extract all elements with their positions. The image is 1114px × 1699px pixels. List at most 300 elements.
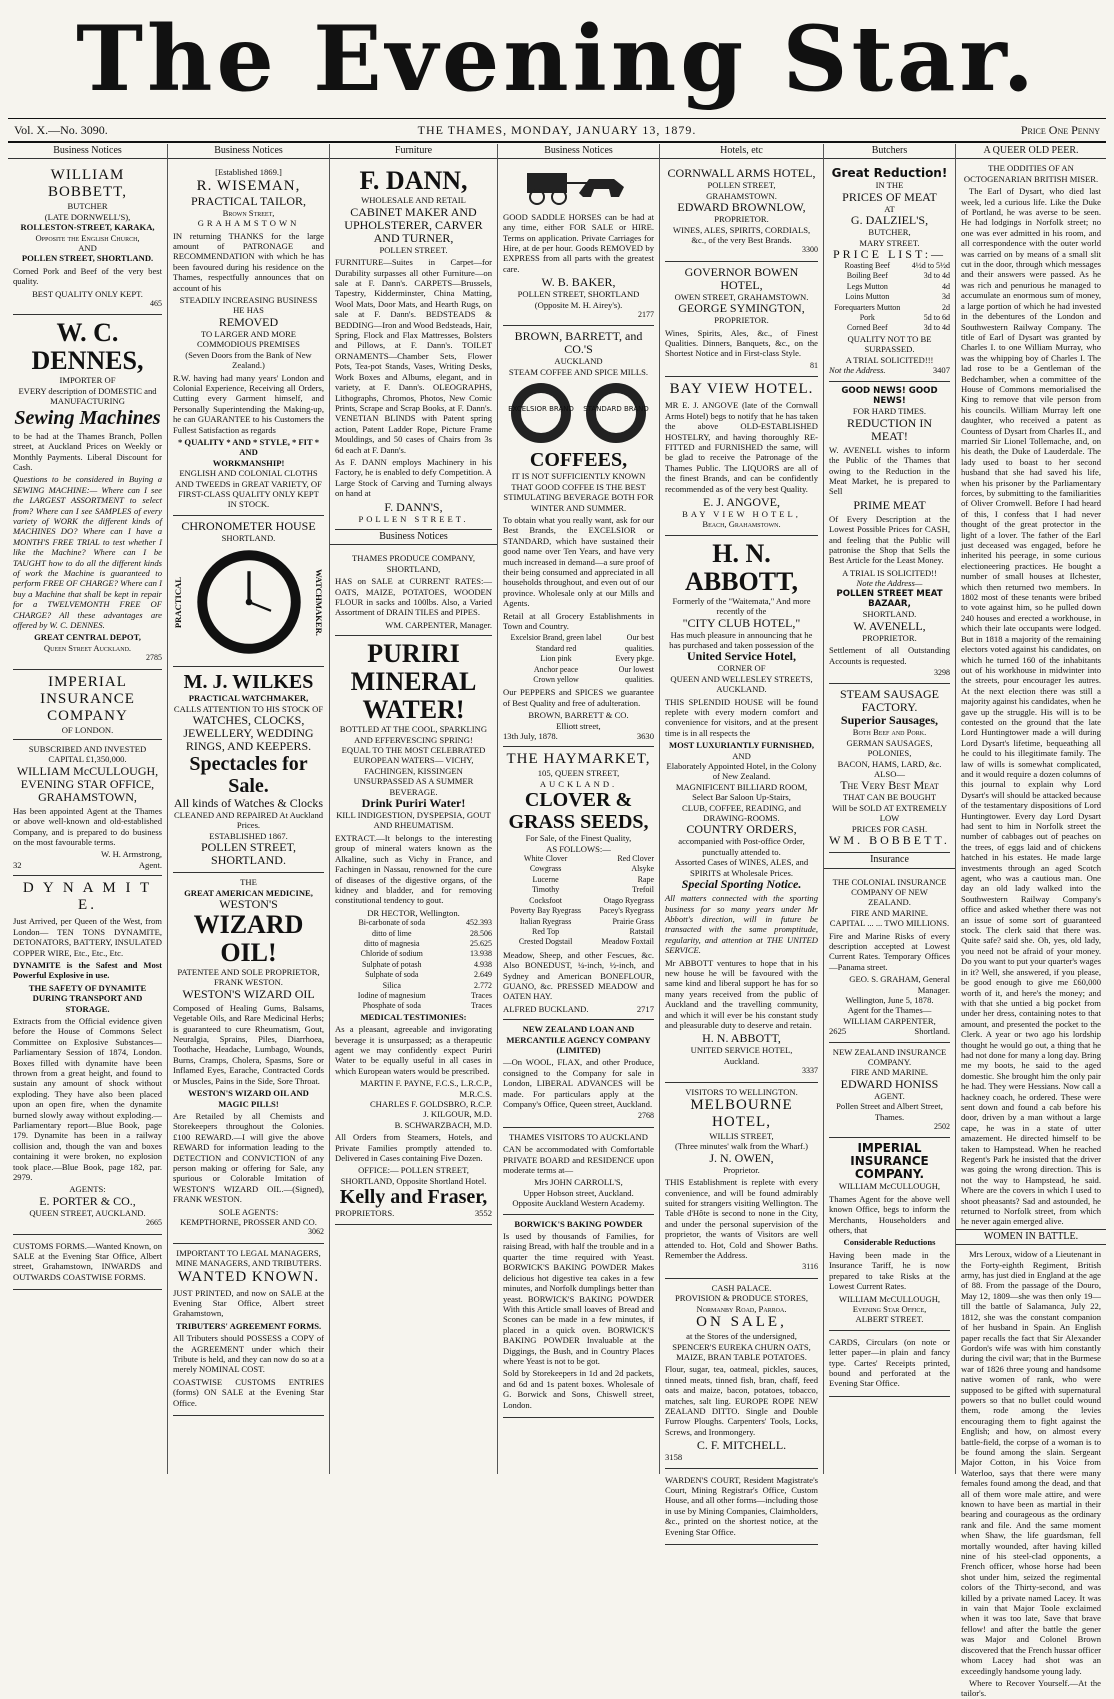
ad-title: IMPORTANT TO LEGAL MANAGERS, MINE MANAGERS, AND TRIBUTERS. [175,1247,322,1269]
ad-line: CALLS ATTENTION TO HIS STOCK OF [173,703,324,714]
table-cell: 25.625 [470,938,492,948]
ad-line: ENGLISH AND COLONIAL CLOTHS AND TWEEDS in GREAT VARIETY, OF FIRST-CLASS QUALITY ONLY KEPT IN STOCK. [175,468,322,510]
ad-line: ESTABLISHED 1867. [209,830,288,841]
table-cell: White Clover [523,854,568,864]
ad-footer [13,860,162,870]
article-headline: A QUEER OLD PEER. [956,144,1106,159]
column-6 [824,144,956,1474]
ad-text: Are Retailed by all Chemists and Storekeepers throughout the Colonies. £100 REWARD.—I will give the above REWARD for information leading to the DETECTION and CONVICTION of any person making or offering for Sale, any spurious or Colorable Imitation of WESTON'S WIZARD OIL.—(Signed), FRANK WESTON. [173,1110,324,1205]
ad-signature: W. H. Armstrong, [100,849,162,860]
clock-illustration [173,543,324,661]
ad-subtitle: BOTTLED AT THE COOL, SPARKLING AND EFFERVESCING SPRING! [339,724,488,745]
seed-row [503,875,654,885]
ad-text: DYNAMITE is the Safest and Most Powerful Explosive in use. [13,959,162,981]
ad-sausage-factory [829,684,950,853]
ad-subtitle: Sewing Machines [14,406,161,429]
table-cell: Rape [637,874,654,884]
ad-title: NEW ZEALAND LOAN AND MERCANTILE AGENCY COMPANY (LIMITED) [506,1024,651,1055]
ad-bobbett [13,163,162,315]
ad-text: R.W. having had many years' London and Colonial Experience, Receiving all Orders, Cutting every Garment himself, and Personally Superintending the Making-up, he can GUARANTEE to his Customers the Fullest Satisfaction as regards [173,372,324,435]
ad-signature: J. N. OWEN, [709,1150,774,1165]
table-cell: 3d to 4d [923,271,950,281]
ad-line: at the Stores of the undersigned, SPENCER'S EUREKA CHURN OATS, MAIZE, BRAN TABLE POTATOES. [672,1331,811,1362]
ad-line: WHOLESALE AND RETAIL [361,195,466,206]
standard-brand-icon [584,381,648,445]
ad-subtitle: PRICE LIST:— [832,247,947,262]
ad-title: H. N. ABBOTT, [685,538,798,596]
ad-signature: MARTIN F. PAYNE, F.C.S., L.R.C.P., M.R.C.S. [360,1078,492,1099]
ad-text: THIS Establishment is replete with every convenience, and will be found admirably suited for strangers visiting Wellington. The Table d'Hôte is second to none in the City, and under the personal supervision of the proprietor, the wants of Visitors are well attended to. Hot, Cold and Shower Baths. Remember the Address. [665,1177,818,1261]
ad-line: Opposite the English Church, [35,232,140,243]
ad-title: F. DANN, [359,166,468,196]
meat-price-table [829,261,950,334]
ad-signature: DR HECTOR, Wellington. [367,907,460,918]
ad-line: Not the Address. [829,365,886,376]
ad-line: Agent for the Thames— [847,1005,932,1016]
ad-number: 2785 [146,653,162,663]
ad-line: All kinds of Watches & Clocks [173,796,324,810]
excelsior-brand-icon [509,381,573,445]
ad-line: MAGNIFICENT BILLIARD ROOM, [675,781,808,792]
ad-line: Queen Street Auckland. [43,642,132,653]
ad-line: AUCKLAND. [539,778,618,789]
ad-text: Sold by Storekeepers in 1d and 2d packets, and 6d and 1s patent boxes. Wholesale of G. Borwick and Sons, Chiswell street, London. [503,1368,654,1410]
ad-text: Questions to be considered in Buying a SEWING MACHINE:— Where can I see the LARGEST ASSORTMENT to select from? Where can I see SAMPLES of every variety of WORK the different kinds of MACHINES DO? Where can I have a MONTH'S FREE TRIAL to test whether I like the Machine? Where can I be TAUGHT how to do all the different kinds of work the Machine is guaranteed to perform FREE OF CHARGE? Where can I buy a Machine that shall be kept in repair for a TWELVEMONTH FREE OF CHARGE? All these advantages are offered by W. C. DENNES. [13,474,162,630]
ad-title: M. J. WILKES [183,671,314,694]
ad-signature: H. N. ABBOTT, [702,1031,781,1046]
ad-thames-produce [335,549,492,636]
ad-line: POLLEN STREET, [707,180,776,191]
ad-subtitle: MEDICAL TESTIMONIES: [360,1011,467,1022]
ad-text: All Tributers should POSSESS a COPY of the AGREEMENT under which their Tribute is held, and they can now do so at a merely NOMINAL COST. [173,1333,324,1375]
ad-line: Upper Hobson street, Auckland. [523,1187,634,1198]
section-header: Insurance [824,853,955,868]
ad-line: IMPORTER OF [59,375,116,386]
ad-line: MARY STREET. [859,237,920,248]
ad-wilkes [173,667,324,873]
table-cell: 5d to 6d [923,313,950,323]
table-cell: ditto of lime [372,928,412,938]
table-cell: Otago Ryegrass [603,895,654,905]
ad-line: GERMAN SAUSAGES, POLONIES, [846,737,933,759]
ad-line: Proprietor. [723,1164,760,1175]
ad-line: STEAM COFFEE AND SPICE MILLS. [508,366,649,377]
ad-line: EQUAL TO THE MOST CELEBRATED EUROPEAN WATERS— VICHY, FACHINGEN, KISSINGEN [341,745,486,776]
table-cell: Pacey's Ryegrass [599,906,654,916]
analysis-row [335,960,492,970]
ad-text: Mr ABBOTT ventures to hope that in his new house he will be favoured with the same kind and liberal support he has for so many years received from the public of Auckland and the travelling community, and which it will ever be his constant study and pleasurable duty to deserve and retain. [665,957,818,1030]
seed-row [503,906,654,916]
ad-text: Meadow, Sheep, and other Fescues, &c. Also BONEDUST, ¼-inch, ½-inch, and Sydney and American BONEFLOUR, GUANO, &c. PRESSED MEADOW and OATEN HAY. [503,949,654,1002]
ad-subtitle: WESTON'S WIZARD OIL AND MAGIC PILLS! [188,1088,309,1109]
ad-signature: F. DANN'S, [384,499,443,514]
ad-line: WILLIAM McCULLOUGH, [838,1181,941,1192]
seed-row [503,927,654,937]
table-cell: 2.772 [474,980,492,990]
ad-line: GRAHAMSTOWN [197,218,300,229]
ad-date: Wellington, June 5, 1878. [845,994,934,1005]
ad-dalziel [829,163,950,381]
ad-line: POLLEN STREET. [379,244,448,255]
ad-line: AGENT. [874,1090,905,1101]
ad-title: BROWN, BARRETT, and CO.'S [514,329,643,357]
ad-subtitle: Drink Puriri Water! [361,796,466,811]
ad-line: POLLEN STREET. [358,513,469,524]
table-cell: Red Top [532,926,560,936]
ad-line: REMOVED [218,314,279,329]
ad-subtitle: EDWARD BROWNLOW, [677,200,806,215]
ad-text: THIS SPLENDID HOUSE will be found replete with every modern comfort and convenience for visitors, and at the present time is in all respects the [665,696,818,738]
ad-customs-forms [13,1235,162,1291]
column-header: Business Notices [168,144,329,159]
ad-line: Will be SOLD AT EXTREMELY LOW [831,802,948,824]
ad-subtitle: United Service Hotel, [687,649,796,664]
volume-number: Vol. X.—No. 3090. [14,123,108,137]
ad-line: COUNTRY ORDERS, [686,822,797,837]
ad-subtitle: THE SAFETY OF DYNAMITE DURING TRANSPORT AND STORAGE. [28,982,147,1014]
ad-signature: WM. CARPENTER, Manager. [385,619,492,630]
clock-icon [194,547,304,657]
ad-side-text: WATCHMAKER. [314,568,324,636]
ad-line: WORKMANSHIP! [212,457,285,468]
ad-side-text: PRACTICAL [173,576,183,628]
ad-line: QUEEN STREET, AUCKLAND. [29,1207,146,1218]
analysis-table [335,918,492,1012]
table-cell: Our best [626,633,654,643]
ad-line: CLEANED AND REPAIRED At Auckland Prices. [173,810,324,831]
ad-line: FIRE AND MARINE. [850,907,929,918]
ad-visitors-auckland [503,1128,654,1215]
ad-line: THAT CAN BE BOUGHT [842,792,937,803]
ad-text: MR E. J. ANGOVE (late of the Cornwall Arms Hotel) begs to notify that he has taken the above OLD-ESTABLISHED HOSTELRY, and having thoroughly RE-FITTED and FURNISHED the same, will be glad to receive the Patronage of the Thames Public. The LIQUORS are all of the finest Brands, and can be confidently recommended as of the very best Quality. [665,400,818,494]
table-cell: ditto of magnesia [364,938,420,948]
place-date: THE THAMES, MONDAY, JANUARY 13, 1879. [417,123,697,137]
ad-text: CAN be accommodated with Comfortable PRIVATE BOARD and RESIDENCE upon moderate terms at— [503,1144,654,1176]
ad-line: Pollen Street and Albert Street, Thames. [836,1101,943,1122]
table-cell: Traces [470,1001,492,1011]
ad-number: 81 [810,360,818,370]
ad-number: 3337 [802,1066,818,1076]
ad-bay-view [665,377,818,535]
ad-title: GOOD NEWS! GOOD NEWS! [841,385,938,406]
tea-row [503,654,654,664]
ad-number: 2665 [146,1218,162,1228]
ad-imperial-insurance-2 [829,1138,950,1330]
meat-price-row [829,271,950,281]
table-cell: Lucerne [532,874,559,884]
ad-text: As a pleasant, agreeable and invigorating beverage it is unsurpassed; as a therapeutic agent we may confidently expect Puriri Water to be equally useful in all cases in which European waters would be prescribed. [335,1024,492,1076]
ad-title: CHRONOMETER HOUSE [181,518,316,533]
ad-line: OFFICE:— POLLEN STREET, SHORTLAND, Opposite Shortland Hotel. [340,1165,487,1186]
ad-signature: WILLIAM McCULLOUGH, [838,1293,941,1304]
column-header: Furniture [330,144,497,159]
ad-number: 465 [150,299,162,309]
ad-subtitle: EDWARD HONISS [840,1076,939,1091]
ad-borwick [503,1215,654,1418]
tea-table [503,633,654,685]
ad-united-service [665,536,818,1083]
table-cell: 4d [942,281,950,291]
table-cell: Cocksfoot [529,895,563,905]
ad-subtitle: GEORGE SYMINGTON, [678,301,805,316]
seed-row [503,896,654,906]
ad-subtitle: WANTED KNOWN. [177,1268,320,1285]
table-cell: Crown yellow [533,675,579,684]
ad-line: GRAHAMSTOWN, [38,789,137,804]
seed-row [503,917,654,927]
ad-line: KILL INDIGESTION, DYSPEPSIA, GOUT AND RHEUMATISM. [336,810,491,831]
ad-dynamite [13,876,162,1234]
ad-line: PRICES OF MEAT [842,189,937,204]
ad-haymarket [503,747,654,1020]
ad-line: SUBSCRIBED AND INVESTED [28,744,147,755]
ad-brown-barrett [503,326,654,747]
table-cell: Boiling Beef [846,271,888,281]
ad-title: Great Reduction! [831,166,948,181]
column-header: Business Notices [8,144,167,159]
ad-date: 13th July, 1878. [503,731,558,742]
analysis-row [335,939,492,949]
seeds-table [503,854,654,948]
ad-line: "CITY CLUB HOTEL," [682,615,801,630]
ad-line: A TRIAL IS SOLICITED!! [842,567,937,578]
ad-title: WILLIAM BOBBETT, [48,167,127,201]
ad-line: Note the Address— [856,578,923,589]
ad-line: (LATE DORNWELL'S), [44,211,131,222]
ad-subtitle: PRACTICAL WATCHMAKER, [188,693,309,704]
ad-text: Fire and Marine Risks of every description accepted at Lowest Current Rates. Temporary Offices—Panama street. [829,930,950,972]
ad-melbourne-hotel [665,1083,818,1279]
ad-text: —On WOOL, FLAX, and other Produce, consigned to the Company for sale in London, LIBERAL ADVANCES will be made. For particulars apply at the Company's Office, Queen street, Auckland. [503,1057,654,1109]
ad-line: POLLEN STREET, SHORTLAND. [21,253,154,264]
analysis-row [335,1001,492,1011]
ad-text: HAS on SALE at CURRENT RATES:— OATS, MAIZE, POTATOES, WOODEN FLOUR in sacks and 100lbs. Also, a Varied Assortment of DRAIN TILES and PIPES. [335,576,492,618]
table-cell: 4½d to 5½d [911,261,950,271]
ad-signature: ALFRED BUCKLAND. [503,1003,589,1014]
ad-number: 3407 [932,365,950,376]
ad-governor-bowen [665,262,818,377]
ad-line: OWEN STREET, GRAHAMSTOWN. [674,291,809,302]
table-cell: 2.649 [474,970,492,980]
ad-line: Evening Star Office, [852,1303,927,1314]
ad-line: SHORTLAND. [862,609,917,620]
ad-text: Just Arrived, per Queen of the West, from London— TEN TONS DYNAMITE, DETONATORS, BATTERY, INSULATED COPPER WIRE, Etc., Etc., Etc. [13,916,162,958]
ad-line: UNSURPASSED AS A SUMMER BEVERAGE. [353,776,474,797]
table-cell: Poverty Bay Ryegrass [510,906,581,916]
meat-price-row [829,313,950,323]
ad-title: Kelly and Fraser, [339,1186,488,1209]
seed-row [503,864,654,874]
ad-number: 2625 [829,1026,847,1037]
ad-line: AUCKLAND [554,356,603,367]
ad-subtitle: GREAT AMERICAN MEDICINE, [184,887,313,898]
ad-line: ALBERT STREET. [855,1314,924,1325]
table-cell: Anchor peace [533,664,579,674]
ad-text: IN returning THANKS for the large amount of PATRONAGE and RECOMMENDATION with which he has been favoured during his residence on the Thames, respectfully announces that on account of his [173,230,324,293]
ad-footer [829,1026,950,1036]
ad-subtitle: Superior Sausages, [840,713,939,728]
ad-line: SHORTLAND. [221,532,276,543]
table-cell: Prairie Grass [612,916,654,926]
ad-line: PRIME MEAT [853,497,926,512]
ad-subtitle: PRACTICAL TAILOR, [190,193,307,208]
ad-cornwall-arms [665,163,818,261]
ad-signature: BROWN, BARRETT & CO. [528,710,629,721]
ad-line: BEST QUALITY ONLY KEPT. [32,288,143,299]
ad-text: W. AVENELL wishes to inform the Public of the Thames that owing to the Reduction in the Meat Market, he is prepared to Sell [829,444,950,497]
ad-subtitle: G. DALZIEL'S, [850,213,929,228]
ad-title: THE COLONIAL INSURANCE COMPANY OF NEW ZEALAND. [832,876,947,908]
ad-number: 3158 [665,1452,683,1463]
ad-line: POLLEN STREET, SHORTLAND. [200,840,297,868]
ad-number: 3298 [934,668,950,678]
ad-subtitle: ON SALE, [696,1314,787,1331]
table-cell: 2d [942,302,950,312]
article-body: Where to Recover Yourself.—At the tailor's. [961,1677,1101,1699]
ad-subtitle: CLOVER & GRASS SEEDS, [508,789,649,834]
ad-line: Elaborately Appointed Hotel, in the Colony of New Zealand. [666,761,817,782]
column-header: Business Notices [498,144,659,159]
ad-line: AND [732,750,751,761]
ad-line: Opposite Auckland Western Academy. [512,1198,645,1209]
ad-text: Retail at all Grocery Establishments in Town and Country. [503,610,654,631]
table-cell: 13.938 [470,949,492,959]
ad-line: BUTCHER [67,201,108,212]
ad-chronometer-house [173,516,324,667]
ad-nz-loan [503,1020,654,1128]
ad-text: FURNITURE—Suites in Carpet—for Durability surpasses all other Furniture—on sale at F. Dann's. CARPETS—Brussels, Tapestry, Kidderminster, China Matting, Wool Mats, Door Mats, and Hearth Rugs, on sale at F. Dann's. BEDSTEADS & BEDDING—Iron and Wood Bedsteads, Hair, Spring, Flock and Flax Mattresses, Bolsters and Pillows, at F. Dann's. TOILET ORNAMENTS—Chamber Sets, Flower Pots, Tea-pot Stands, Vases, Writing Desks, Work Boxes and Albums, elegant, and in variety, at F. Dann's. OLEOGRAPHS, Lithographs, Chromos, Photos, New Comic Prints, Scrape and Scrap Books, at F. Dann's. VENETIAN BLINDS with Patent spring action, Patent Ladder Rope, Picture Frame Mouldings, and 50 cases of Chairs from 3s 6d each at F. Dann's. [335,257,492,455]
column-3 [330,144,498,1474]
ad-line: E. PORTER & CO., [39,1193,136,1208]
masthead [0,0,1114,118]
ad-line: WESTON'S WIZARD OIL [182,986,315,1001]
divider [13,739,162,740]
article-body: The Earl of Dysart, who died last week, led a curious life. Like the Duke of Portland, he was averse to be seen. He had lodgings in Norfolk street; no one was ever admitted in his room, and all correspondence with the outer world was carried on by means of a small slit cut in the door, through which messages and their answers were passed. As he was rich and penurious he managed to accumulate an enormous sum of money, a large portion of which he had invested in the debentures of the London and Southwestern Railway Company. The title of Earl of Dysart was granted by Charles I. to one William Murray, who was the whipping boy of Charles I. The lad rose to be a Gentleman of the Bedchamber, when a committee of the House of Commons memorialised the King to remove that vile person from his councils. William Murray left one daughter, who received a patent as Countess of Dysart from Charles II., and married Sir Lionel Tollemache, and, on his death, the Duke of Lauderdale. The lady used to boast to her second husband that she had saved his life, when his prisoner by the Parliamentary forces, by submitting to the familiarities of Oliver Cromwell. Before I had heard of this, I confess that I had never thought of the great protector in the light of a lover. The father of the Earl just deceased was engaged, before he inherited his peerage, in some curious electioneering practices. He bought a number of small houses at Ilchester, which then returned two members. In 1802 most of these tenants were bribed to vote against him, so he pulled down 240 houses and erected a workhouse, in which their late occupants were lodged. But in 1818 a majority of the remaining electors voted against his candidates, on which he turned 160 of the inhabitants out of his workhouse in midwinter into the streets, pour encourager les autres. At the next election there was still a majority against his candidates, when he gave up the struggle. His will is to be contested on the ground that the late Lord Huntingtower made a will during Lord Dysart's lifetime, bequeathing all he could to his illegitimate family. The law of wills is somewhat complicated, and it would require a dozen columns of this journal to explain why Lord Dysart's will should be attacked because of the testamentary dispositions of Lord Huntingtower. Every day Lord Dysart had sent to him in Norfolk street the number of cabbages out of peaches on the trees, of eggs laid and of chickens hatched in his estates. He made large investments through an aged Scotch agent, who was a cautious man. One day an old lady walked into the Southwestern Railway Company's office and asked whether there was not an issue of some sort of guaranteed stock. The clerk said that there was. Quite safe? said she. Oh, yes, old lady, you need not be afraid of your money. Do you want to put your quarter's wages in it? Well, she answered, if you please, be good enough to give me £60,000 worth of it, and here's the money; and with that she untied a big pocket from under her dress, containing notes to that amount, and presented the pocket to the Clerk. A year or two ago his lordship thought he would go out, a thing that he had not done for many a long day. Bring me my boots, he said to the aged domestic. She brought him the only pair he had. They were Hessians. Now call a hackney coach, he ordered. These were sent down and found a cab before his door, driven by a man without a large cape, he was in a state of utter amazement. He directed himself to be taken to Hampstead. When he reached Regent's Park he insisted that the driver was going the wrong direction. This is not the way to Hampstead, he said. Where are the covers in which I used to shoot pheasants? Sad and astounded, he returned to Norfolk street, from which he never again emerged alive. [961,186,1101,1227]
table-cell: Lion pink [540,654,572,664]
analysis-row [335,970,492,980]
ad-nz-insurance [829,1043,950,1139]
ad-line: For Sale, of the Finest Quality, [525,833,632,844]
ad-line: (Three minutes' walk from the Wharf.) [674,1141,809,1152]
column-1 [8,144,168,1474]
ad-text: Of Every Description at the Lowest Possible Prices for CASH, and feeling that the Public will patronise the Shop that Sells the Best Article for the Least Money. [829,513,950,566]
ad-title: PURIRI MINERAL WATER! [350,639,477,725]
ad-title: CASH PALACE. [711,1282,772,1293]
ad-subtitle: POLLEN STREET MEAT BAZAAR, [836,588,943,609]
ad-text: All matters connected with the sporting business for so many years under Mr Abbott's direction, will in future be transacted with the same promptitude, regularity, and attention at THE UNITED SERVICE. [665,893,818,956]
ad-line: GRAHAMSTOWN. [706,190,777,201]
ad-line: (Seven Doors from the Bank of New Zealand.) [185,349,312,371]
ad-text: Composed of Healing Gums, Balsams, Vegetable Oils, and Rare Medicinal Herbs; is guaranteed to cure Rheumatism, Gout, Neuralgia, Sprains, Piles, Diarrhoea, Toothache, Headache, Lumbago, Wounds, Burns, Cramps, Cholera, Spasms, Sore or Inflamed Eyes, Earache, Contracted Cords or Muscles, Pains in the Side, Sore Throat. [173,1002,324,1086]
ad-line: KEMPTHORNE, PROSSER AND CO. [180,1216,317,1227]
ad-line: Mrs JOHN CARROLL'S, [534,1177,623,1188]
ad-tributers [173,1244,324,1416]
table-cell: Loins Mutton [845,292,890,302]
table-cell: Red Clover [617,854,654,864]
meat-price-row [829,261,950,271]
ad-line: Auckland. [723,1055,760,1066]
ad-wizard-oil [173,873,324,1244]
brand-label-text: STANDARD BRAND [583,405,650,414]
table-cell: 3d to 4d [923,323,950,333]
table-cell: 4.938 [474,959,492,969]
column-header: Hotels, etc [660,144,823,159]
ad-line: THE [240,877,257,888]
ad-number: 3300 [802,245,818,255]
ad-cash-palace [665,1279,818,1469]
ad-line: The Very Best Meat [840,778,939,793]
table-cell: Corned Beef [846,323,888,333]
ad-dennes [13,315,162,669]
ad-text: Extracts from the Official evidence given before the House of Commons Select Committee on Explosive Substances—Parliamentary Session of 1874, London. Boxes filled with dynamite have been thrown from a great height, and found to sustain any amount of shock without exploding. They have also been placed upon an open fire, when the dynamite burned slowly away without exploding.—Parliamentary report—Blue Book, page 179. Dynamite has been in a railway collision and, though the van and boxes containing it were broken, no explosion took place.—Blue Book, page 182, par. 2979. [13,1015,162,1183]
table-cell: Chloride of sodium [360,949,423,959]
ad-signature: CHARLES F. GOLDSBRO, R.C.P. [369,1099,492,1110]
ad-line: HE HAS [233,305,264,316]
ad-line: IN THE [875,180,904,191]
ad-title: IMPERIAL [48,673,127,690]
ad-subtitle: Considerable Reductions [843,1237,936,1248]
ad-line: AS FOLLOWS:— [546,843,611,854]
ad-title: BORWICK'S BAKING POWDER [514,1218,643,1229]
ad-title: GOVERNOR BOWEN HOTEL, [684,264,799,292]
table-cell: Roasting Beef [844,261,891,271]
ad-line: ROLLESTON-STREET, KARAKA, [20,222,155,233]
ad-line: TO LARGER AND MORE COMMODIOUS PREMISES [197,328,300,350]
ad-line: IT IS NOT SUFFICIENTLY KNOWN THAT GOOD COFFEE IS THE BEST STIMULATING BEVERAGE BOTH FOR WINTER AND SUMMER. [503,471,654,513]
ad-subtitle: CABINET MAKER AND UPHOLSTERER, CARVER AND TURNER, [344,204,483,245]
tea-row [503,665,654,675]
ad-line: POLLEN STREET, SHORTLAND (Opposite M. H. Airey's). [517,289,640,310]
ad-line: Assorted Cases of WINES, ALES, and SPIRITS at Wholesale Prices. [674,857,809,878]
ad-number: 2768 [638,1111,654,1121]
ad-line: CLUB, COFFEE, READING, and DRAWING-ROOMS. [682,802,801,824]
table-cell: Phosphate of soda [362,1001,421,1011]
ad-line: accompanied with Post-office Order, punctually attended to. [678,836,805,857]
ad-title: THAMES PRODUCE COMPANY, SHORTLAND, [352,553,475,574]
ad-wiseman [173,163,324,515]
ad-line: Select Bar Saloon Up-Stairs, [692,792,791,803]
ad-text: All Orders from Steamers, Hotels, and Private Families promptly attended to. Delivered in Cases containing Five Dozen. [335,1132,492,1164]
ad-number: 3552 [474,1208,492,1219]
ad-line: * QUALITY * AND * STYLE, * FIT * AND [177,436,320,458]
ad-cards [829,1331,950,1397]
ad-title: W. C. DENNES, [31,318,144,376]
ad-number: 3630 [636,731,654,742]
article-subhead: THE ODDITIES OF AN OCTOGENARIAN BRITISH MISER. [963,163,1099,184]
table-cell: Sulphate of soda [365,970,419,980]
ad-title: NEW ZEALAND INSURANCE COMPANY. [832,1046,947,1067]
ad-line: PATENTEE AND SOLE PROPRIETOR, FRANK WESTON. [177,967,320,988]
table-cell: Silica [382,980,401,990]
ad-line: BAY VIEW HOTEL, [682,508,801,519]
ad-text: CARDS, Circulars (on note or letter paper—in plain and fancy type. Cartes' Receipts printed, bound and perforated at the Evening Star Office. [829,1336,950,1389]
ad-title: W. B. BAKER, [541,275,616,290]
ad-line: Brown Street, [222,207,275,218]
ad-subtitle: Spectacles for Sale. [189,753,308,797]
ad-line: EVENING STAR OFFICE, [20,776,155,791]
meat-price-row [829,282,950,292]
ad-line: Agent. [138,859,162,870]
analysis-row [335,949,492,959]
ad-line: Beach, Grahamstown. [702,519,781,530]
ad-line: AND [78,243,97,254]
table-cell: Alsyke [631,864,654,874]
seed-row [503,937,654,947]
table-cell: Traces [470,990,492,1000]
ad-line: WILLIAM McCULLOUGH, [16,763,159,778]
ad-line: PROPRIETOR. [862,632,917,643]
ad-line: EVERY description of DOMESTIC and MANUFACTURING [18,385,157,407]
